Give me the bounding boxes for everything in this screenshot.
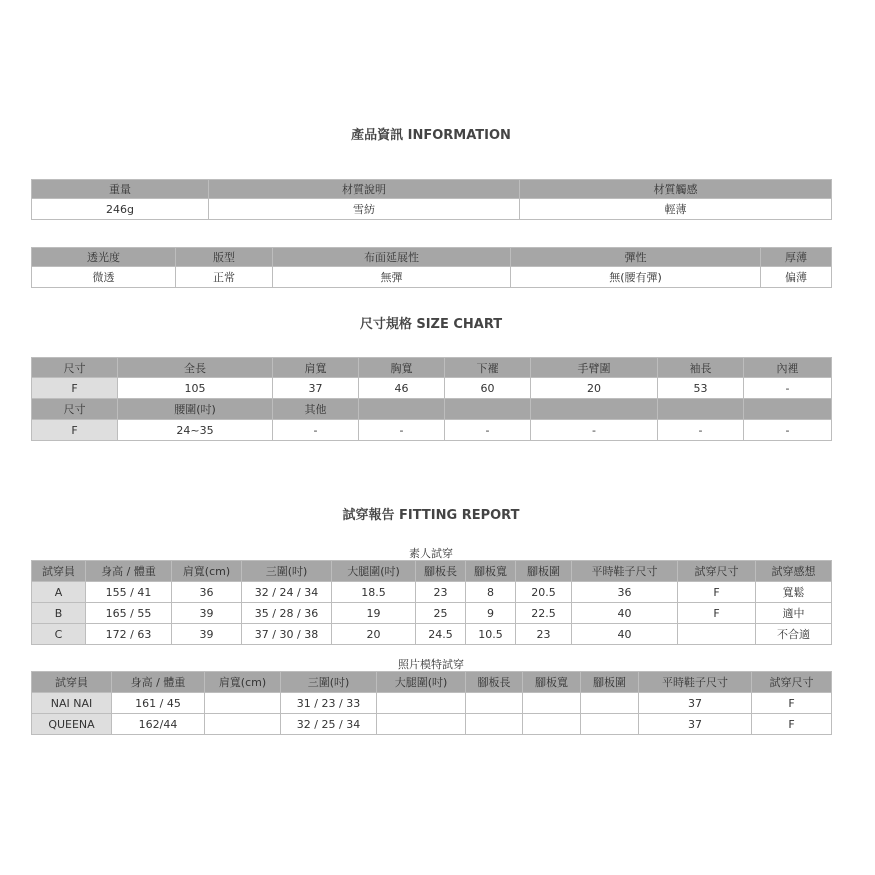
size-value-hem: 60 [445, 378, 531, 399]
amateur-header: 身高 / 體重 [86, 561, 172, 582]
info-value-stretch: 無彈 [273, 267, 511, 288]
size-chart-table [31, 357, 832, 441]
size-header-empty [359, 399, 445, 420]
amateur-cell: 37 / 30 / 38 [242, 624, 332, 645]
table-row [32, 693, 832, 714]
amateur-cell: 19 [332, 603, 416, 624]
amateur-cell: 寬鬆 [756, 582, 832, 603]
size-value-sleeve: 53 [658, 378, 744, 399]
info-value-material: 雪紡 [209, 199, 520, 220]
models-cell: QUEENA [32, 714, 112, 735]
amateur-cell: 39 [172, 603, 242, 624]
size-header-empty [531, 399, 658, 420]
amateur-header: 肩寬(cm) [172, 561, 242, 582]
models-cell [205, 714, 281, 735]
info-value-thickness: 偏薄 [761, 267, 832, 288]
info-value-translucency: 微透 [32, 267, 176, 288]
info-header-translucency: 透光度 [32, 248, 176, 267]
info-header-texture: 材質觸感 [520, 180, 832, 199]
models-header: 腳板寬 [523, 672, 581, 693]
amateur-header: 腳板長 [416, 561, 466, 582]
models-header: 肩寬(cm) [205, 672, 281, 693]
size-header-shoulder: 肩寬 [273, 358, 359, 378]
amateur-cell: 36 [172, 582, 242, 603]
size-value-size-2: F [32, 420, 118, 441]
amateur-table [31, 560, 832, 645]
models-header: 三圍(吋) [281, 672, 377, 693]
size-value-chest: 46 [359, 378, 445, 399]
table-row [32, 624, 832, 645]
amateur-cell: F [678, 582, 756, 603]
info-value-fit: 正常 [176, 267, 273, 288]
amateur-cell: 36 [572, 582, 678, 603]
amateur-header: 平時鞋子尺寸 [572, 561, 678, 582]
size-header-empty [445, 399, 531, 420]
amateur-header: 腳板寬 [466, 561, 516, 582]
size-value-size: F [32, 378, 118, 399]
size-value-empty: - [445, 420, 531, 441]
amateur-cell: 155 / 41 [86, 582, 172, 603]
info-table-1 [31, 179, 832, 220]
amateur-cell: 24.5 [416, 624, 466, 645]
models-header: 試穿尺寸 [752, 672, 832, 693]
models-cell [523, 714, 581, 735]
models-cell [377, 714, 466, 735]
amateur-header: 試穿尺寸 [678, 561, 756, 582]
size-header-empty [658, 399, 744, 420]
size-value-empty: - [531, 420, 658, 441]
size-header-lining: 內裡 [744, 358, 832, 378]
amateur-cell: 不合適 [756, 624, 832, 645]
models-cell [466, 693, 523, 714]
models-cell [377, 693, 466, 714]
amateur-cell: 165 / 55 [86, 603, 172, 624]
size-header-empty [744, 399, 832, 420]
size-value-waist: 24~35 [118, 420, 273, 441]
size-header-hem: 下襬 [445, 358, 531, 378]
models-cell [581, 714, 639, 735]
models-cell: NAI NAI [32, 693, 112, 714]
models-caption: 照片模特試穿 [398, 658, 464, 671]
amateur-cell [678, 624, 756, 645]
models-cell: 161 / 45 [112, 693, 205, 714]
amateur-cell: 40 [572, 603, 678, 624]
models-cell [466, 714, 523, 735]
info-table-2 [31, 247, 832, 288]
info-header-fit: 版型 [176, 248, 273, 267]
table-row [32, 714, 832, 735]
amateur-cell: 25 [416, 603, 466, 624]
fitting-title: 試穿報告 FITTING REPORT [342, 508, 520, 523]
info-header-weight: 重量 [32, 180, 209, 199]
models-cell: 32 / 25 / 34 [281, 714, 377, 735]
size-header-sleeve: 袖長 [658, 358, 744, 378]
info-header-material: 材質說明 [209, 180, 520, 199]
size-value-empty: - [658, 420, 744, 441]
table-row [32, 582, 832, 603]
amateur-header: 試穿感想 [756, 561, 832, 582]
models-header: 大腿圍(吋) [377, 672, 466, 693]
amateur-cell: 23 [516, 624, 572, 645]
amateur-cell: 40 [572, 624, 678, 645]
info-title: 產品資訊 INFORMATION [351, 128, 511, 143]
amateur-cell: 35 / 28 / 36 [242, 603, 332, 624]
size-header-chest: 胸寬 [359, 358, 445, 378]
size-value-empty: - [744, 420, 832, 441]
info-value-elasticity: 無(腰有彈) [511, 267, 761, 288]
size-header-size: 尺寸 [32, 358, 118, 378]
size-value-lining: - [744, 378, 832, 399]
amateur-cell: 20 [332, 624, 416, 645]
amateur-cell: 22.5 [516, 603, 572, 624]
size-value-shoulder: 37 [273, 378, 359, 399]
size-value-other: - [273, 420, 359, 441]
size-header-waist: 腰圍(吋) [118, 399, 273, 420]
models-header: 試穿員 [32, 672, 112, 693]
models-header: 腳板圍 [581, 672, 639, 693]
size-value-empty: - [359, 420, 445, 441]
amateur-header: 腳板圍 [516, 561, 572, 582]
amateur-caption: 素人試穿 [409, 547, 453, 560]
amateur-cell: A [32, 582, 86, 603]
amateur-cell: 23 [416, 582, 466, 603]
amateur-cell: 20.5 [516, 582, 572, 603]
amateur-cell: C [32, 624, 86, 645]
size-header-length: 全長 [118, 358, 273, 378]
amateur-header: 三圍(吋) [242, 561, 332, 582]
models-cell: 162/44 [112, 714, 205, 735]
models-cell: 31 / 23 / 33 [281, 693, 377, 714]
models-cell [581, 693, 639, 714]
models-cell: F [752, 693, 832, 714]
info-header-thickness: 厚薄 [761, 248, 832, 267]
models-cell [523, 693, 581, 714]
size-header-other: 其他 [273, 399, 359, 420]
amateur-cell: 32 / 24 / 34 [242, 582, 332, 603]
size-value-length: 105 [118, 378, 273, 399]
amateur-cell: 適中 [756, 603, 832, 624]
models-cell: F [752, 714, 832, 735]
models-cell: 37 [639, 714, 752, 735]
size-header-size-2: 尺寸 [32, 399, 118, 420]
models-header: 平時鞋子尺寸 [639, 672, 752, 693]
size-chart-title: 尺寸規格 SIZE CHART [359, 317, 503, 332]
models-cell [205, 693, 281, 714]
amateur-cell: 8 [466, 582, 516, 603]
models-header: 腳板長 [466, 672, 523, 693]
amateur-cell: 39 [172, 624, 242, 645]
amateur-cell: 10.5 [466, 624, 516, 645]
size-value-arm: 20 [531, 378, 658, 399]
info-header-stretch: 布面延展性 [273, 248, 511, 267]
amateur-cell: 18.5 [332, 582, 416, 603]
size-header-arm: 手臂圍 [531, 358, 658, 378]
info-value-weight: 246g [32, 199, 209, 220]
models-cell: 37 [639, 693, 752, 714]
models-header: 身高 / 體重 [112, 672, 205, 693]
amateur-cell: 9 [466, 603, 516, 624]
amateur-header: 大腿圍(吋) [332, 561, 416, 582]
info-header-elasticity: 彈性 [511, 248, 761, 267]
models-table [31, 671, 832, 735]
table-row [32, 603, 832, 624]
amateur-header: 試穿員 [32, 561, 86, 582]
info-value-texture: 輕薄 [520, 199, 832, 220]
amateur-cell: F [678, 603, 756, 624]
amateur-cell: B [32, 603, 86, 624]
amateur-cell: 172 / 63 [86, 624, 172, 645]
